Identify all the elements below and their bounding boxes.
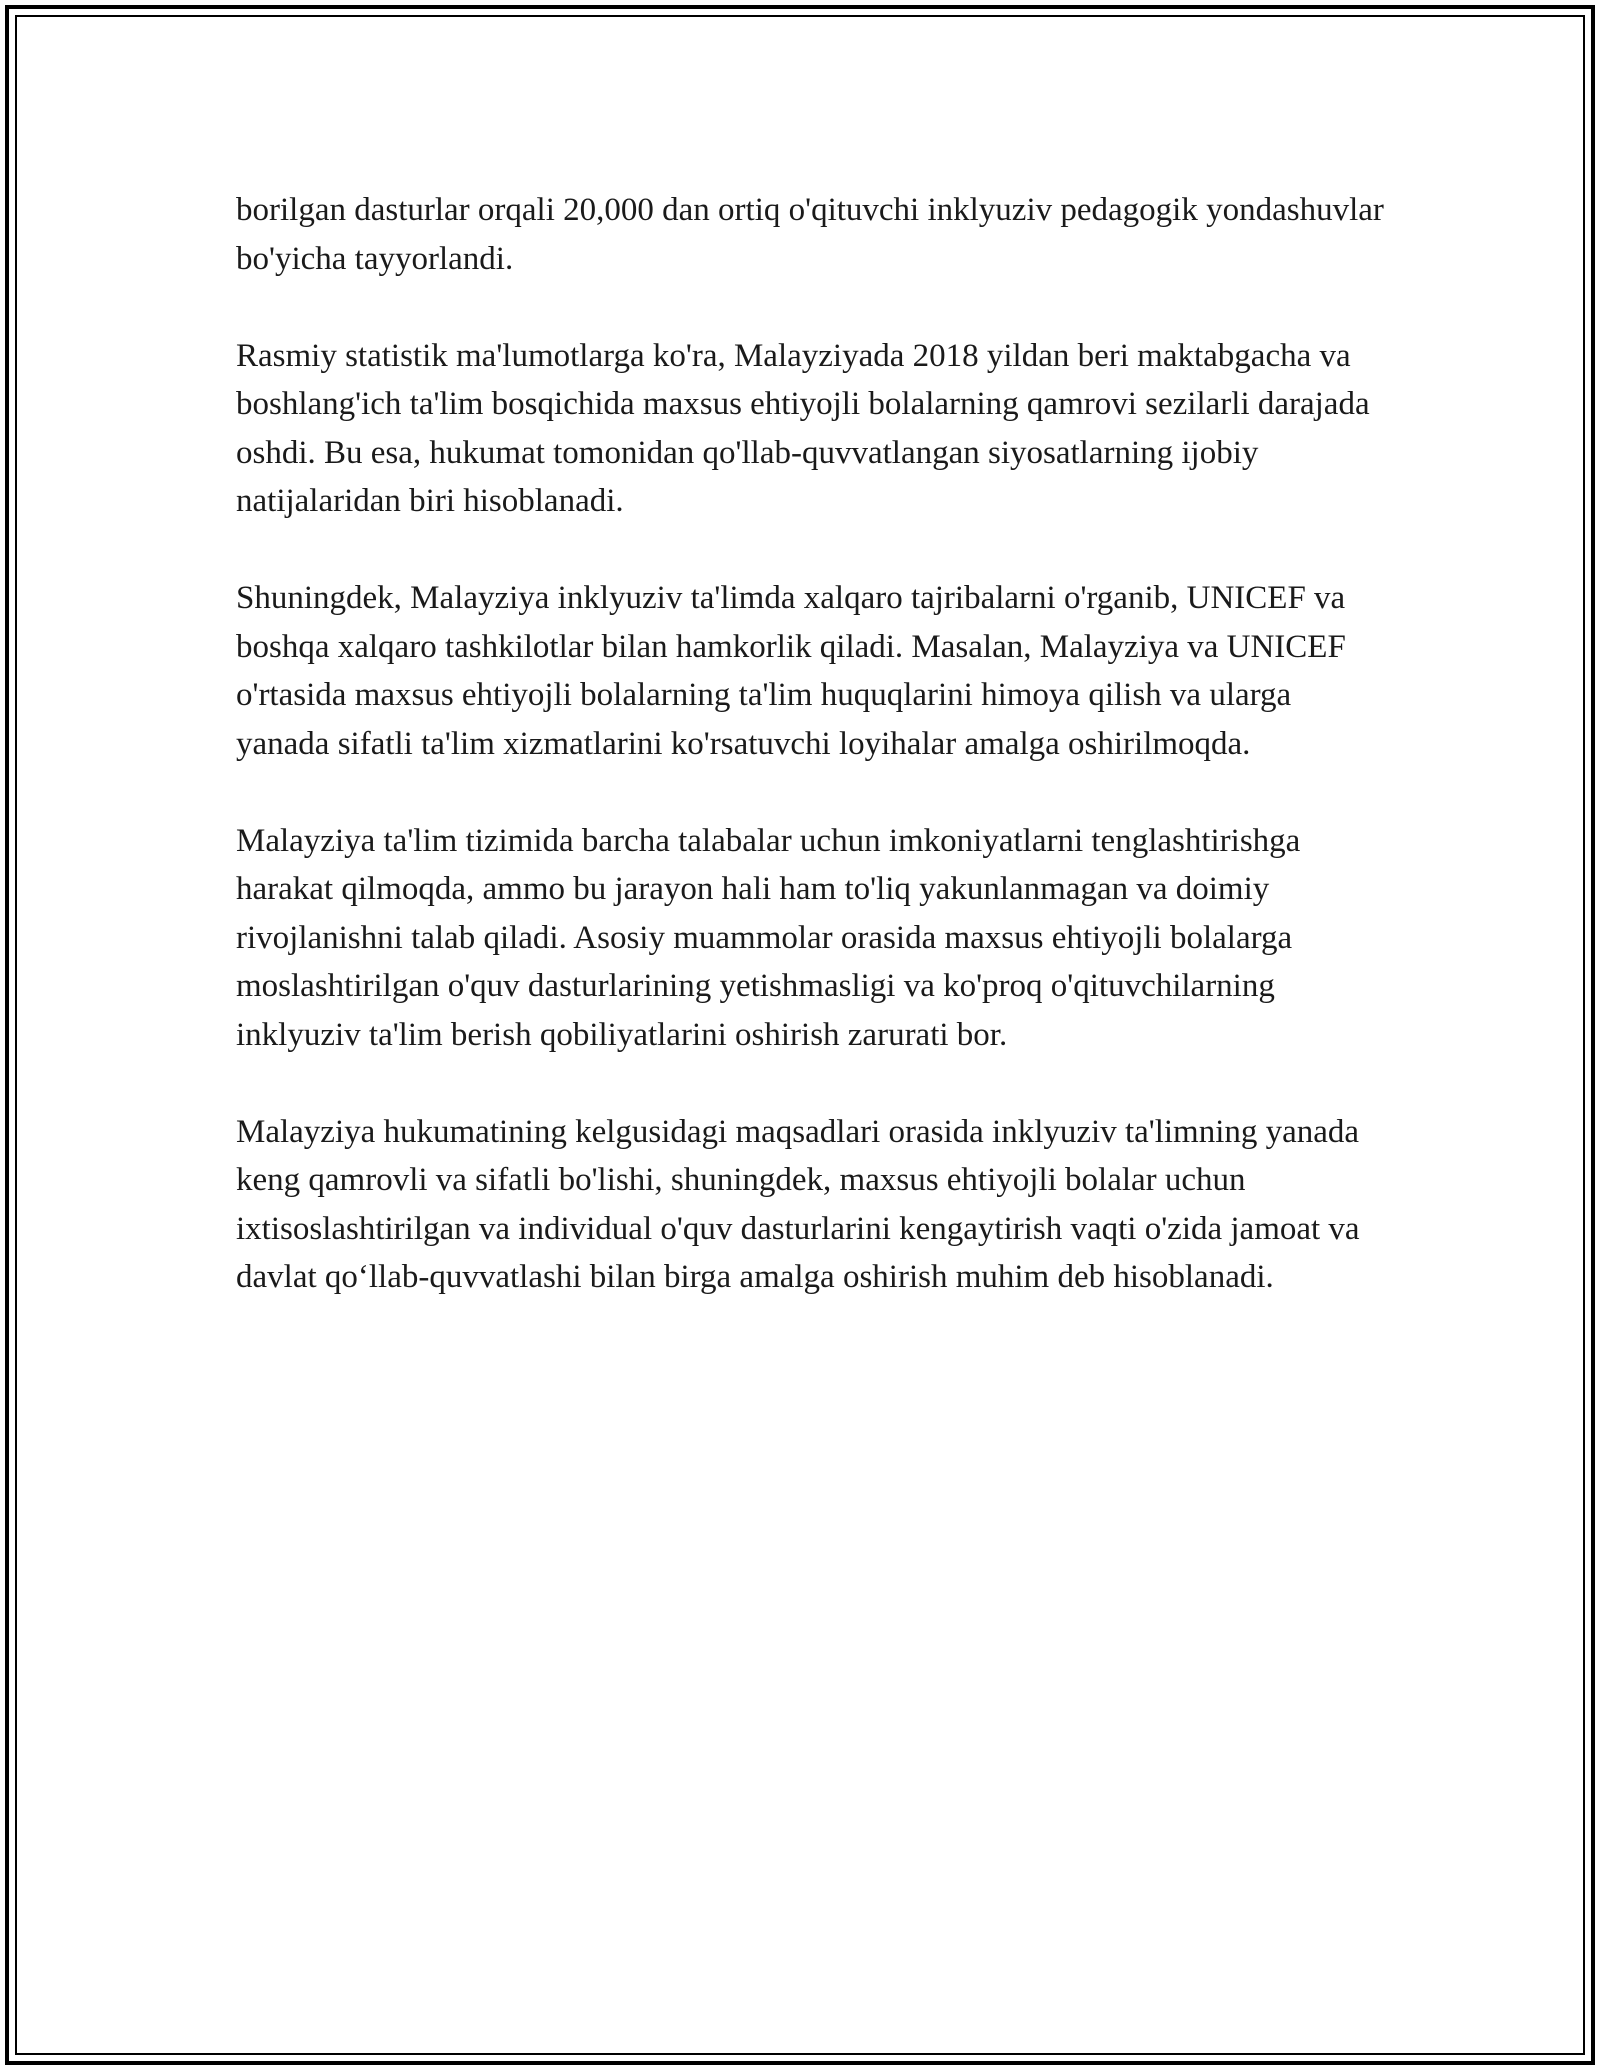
document-body (236, 186, 1386, 1350)
paragraph: Shuningdek, Malayziya inklyuziv ta'limda xalqaro tajribalarni o'rganib, UNICEF va boshqa xalqaro tashkilotlar bilan hamkorlik qiladi. Masalan, Malayziya va UNICEF o'rtasida maxsus ehtiyojli bolalarning ta'lim huquqlarini himoya qilish va ularga yanada sifatli ta'lim xizmatlarini ko'rsatuvchi loyihalar amalga oshirilmoqda. (236, 580, 1346, 762)
paragraph: Rasmiy statistik ma'lumotlarga ko'ra, Malayziyada 2018 yildan beri maktabgacha va boshlang'ich ta'lim bosqichida maxsus ehtiyojli bolalarning qamrovi sezilarli darajada oshdi. Bu esa, hukumat tomonidan qo'llab-quvvatlangan siyosatlarning ijobiy natijalaridan biri hisoblanadi. (236, 337, 1370, 519)
paragraph: borilgan dasturlar orqali 20,000 dan ortiq o'qituvchi inklyuziv pedagogik yondashuvlar bo'yicha tayyorlandi. (236, 192, 1384, 277)
paragraph: Malayziya hukumatining kelgusidagi maqsadlari orasida inklyuziv ta'limning yanada keng qamrovli va sifatli bo'lishi, shuningdek, maxsus ehtiyojli bolalar uchun ixtisoslashtirilgan va individual o'quv dasturlarini kengaytirish vaqti o'zida jamoat va davlat qo‘llab-quvvatlashi bilan birga amalga oshirish muhim deb hisoblanadi. (236, 1113, 1360, 1295)
paragraph: Malayziya ta'lim tizimida barcha talabalar uchun imkoniyatlarni tenglashtirishga harakat qilmoqda, ammo bu jarayon hali ham to'liq yakunlanmagan va doimiy rivojlanishni talab qiladi. Asosiy muammolar orasida maxsus ehtiyojli bolalarga moslashtirilgan o'quv dasturlarining yetishmasligi va ko'proq o'qituvchilarning inklyuziv ta'lim berish qobiliyatlarini oshirish zarurati bor. (236, 822, 1301, 1053)
